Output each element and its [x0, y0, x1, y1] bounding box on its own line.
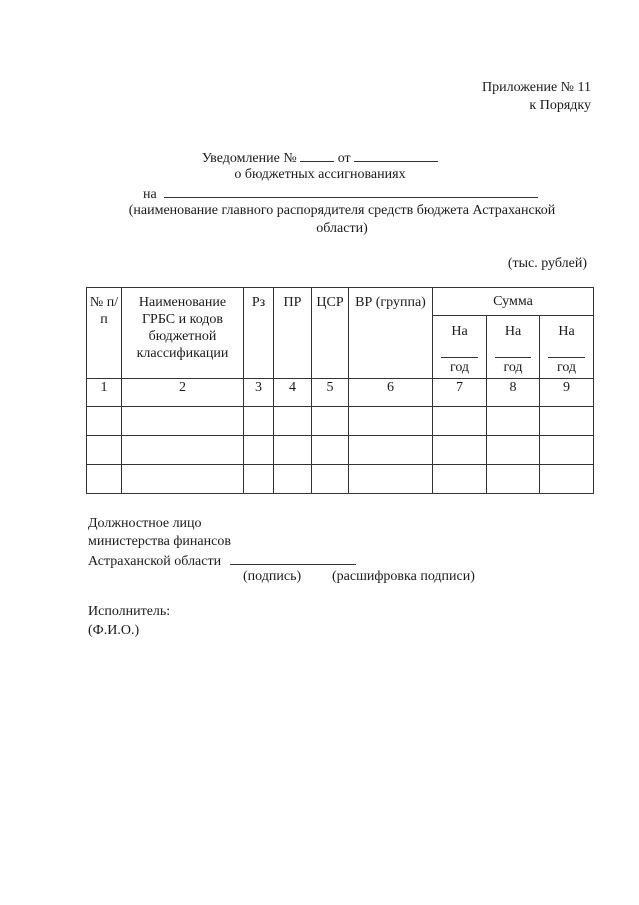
- notice-date-blank: [354, 148, 438, 162]
- table-header-row: [87, 288, 594, 316]
- header-name: [122, 288, 244, 379]
- table-cell[interactable]: [487, 465, 540, 494]
- table-cell[interactable]: [122, 407, 244, 436]
- table-cell[interactable]: [244, 465, 274, 494]
- allocation-table: [86, 287, 594, 494]
- year-2-top: На: [504, 324, 522, 339]
- table-cell[interactable]: [122, 436, 244, 465]
- header-num: [87, 288, 122, 379]
- table-cell[interactable]: [433, 436, 487, 465]
- table-cell[interactable]: [487, 436, 540, 465]
- signature-line-3-text: Астраханской области: [88, 554, 222, 569]
- table-cell[interactable]: [87, 465, 122, 494]
- recipient-blank: [164, 184, 538, 198]
- table-row: [87, 436, 594, 465]
- table-cell[interactable]: [244, 407, 274, 436]
- year-3-top: На: [558, 324, 575, 339]
- table-cell[interactable]: [540, 407, 594, 436]
- column-number: 4: [274, 379, 312, 407]
- table-cell[interactable]: [87, 436, 122, 465]
- header-num-text: № п/п: [89, 295, 119, 327]
- column-number: 7: [433, 379, 487, 407]
- column-number: 2: [122, 379, 244, 407]
- recipient-label: на: [143, 187, 157, 202]
- executor-name: (Ф.И.О.): [88, 623, 140, 638]
- units-label: (тыс. рублей): [507, 256, 587, 271]
- table-cell[interactable]: [122, 465, 244, 494]
- header-rz: [244, 288, 274, 379]
- table-row: [87, 407, 594, 436]
- year-2-blank: [495, 357, 531, 358]
- table-cell[interactable]: [540, 436, 594, 465]
- header-pr: [274, 288, 312, 379]
- table-cell[interactable]: [244, 436, 274, 465]
- table-cell[interactable]: [349, 436, 433, 465]
- table-cell[interactable]: [274, 407, 312, 436]
- table-cell[interactable]: [312, 407, 349, 436]
- header-sum-text: Сумма: [493, 294, 533, 309]
- header-rz-text: Рз: [251, 295, 266, 310]
- signature-block: [88, 515, 356, 571]
- column-number-row: [87, 379, 594, 407]
- year-1-blank: [441, 357, 478, 358]
- table-cell[interactable]: [433, 407, 487, 436]
- year-1-bottom: год: [449, 360, 470, 375]
- header-year-2: [487, 316, 540, 379]
- recipient-caption: (наименование главного распорядителя средств бюджета Астраханской области): [128, 203, 556, 236]
- header-sum: [433, 288, 594, 316]
- column-number: 1: [87, 379, 122, 407]
- year-3-bottom: год: [556, 360, 577, 375]
- column-number: 3: [244, 379, 274, 407]
- header-name-text: Наименование ГРБС и кодов бюджетной классификации: [136, 295, 229, 361]
- table-cell[interactable]: [312, 465, 349, 494]
- signature-line-3: [88, 551, 356, 571]
- decode-caption: (расшифровка подписи): [332, 569, 475, 584]
- table-cell[interactable]: [540, 465, 594, 494]
- table-cell[interactable]: [349, 407, 433, 436]
- recipient-line: [143, 184, 538, 203]
- header-csr: [312, 288, 349, 379]
- year-1-top: На: [451, 324, 468, 339]
- year-3-blank: [548, 357, 585, 358]
- column-number: 6: [349, 379, 433, 407]
- signature-line-2: министерства финансов: [88, 534, 231, 549]
- table-cell[interactable]: [349, 465, 433, 494]
- notice-number-blank: [300, 148, 334, 162]
- executor-label: Исполнитель:: [88, 604, 171, 619]
- appendix-number: Приложение № 11: [482, 80, 591, 95]
- header-csr-text: ЦСР: [316, 295, 344, 310]
- header-vr: [349, 288, 433, 379]
- table-cell[interactable]: [274, 465, 312, 494]
- sign-caption: (подпись): [243, 569, 302, 584]
- table-row: [87, 465, 594, 494]
- notice-subtitle: о бюджетных ассигнованиях: [234, 167, 406, 182]
- column-number: 8: [487, 379, 540, 407]
- table-cell[interactable]: [487, 407, 540, 436]
- column-number: 9: [540, 379, 594, 407]
- header-pr-text: ПР: [283, 295, 302, 310]
- header-vr-text: ВР (группа): [355, 295, 426, 310]
- table-cell[interactable]: [312, 436, 349, 465]
- notice-title: [60, 148, 580, 168]
- appendix-header: [482, 79, 591, 115]
- table-cell[interactable]: [87, 407, 122, 436]
- appendix-reference: к Порядку: [529, 98, 591, 113]
- table-cell[interactable]: [274, 436, 312, 465]
- notice-title-from: от: [337, 151, 351, 166]
- header-year-1: [433, 316, 487, 379]
- column-number: 5: [312, 379, 349, 407]
- header-year-3: [540, 316, 594, 379]
- year-2-bottom: год: [503, 360, 523, 375]
- signature-blank: [230, 551, 356, 565]
- table-cell[interactable]: [433, 465, 487, 494]
- notice-title-prefix: Уведомление №: [201, 151, 297, 166]
- signature-line-1: Должностное лицо: [88, 516, 202, 531]
- executor-block: [88, 602, 170, 640]
